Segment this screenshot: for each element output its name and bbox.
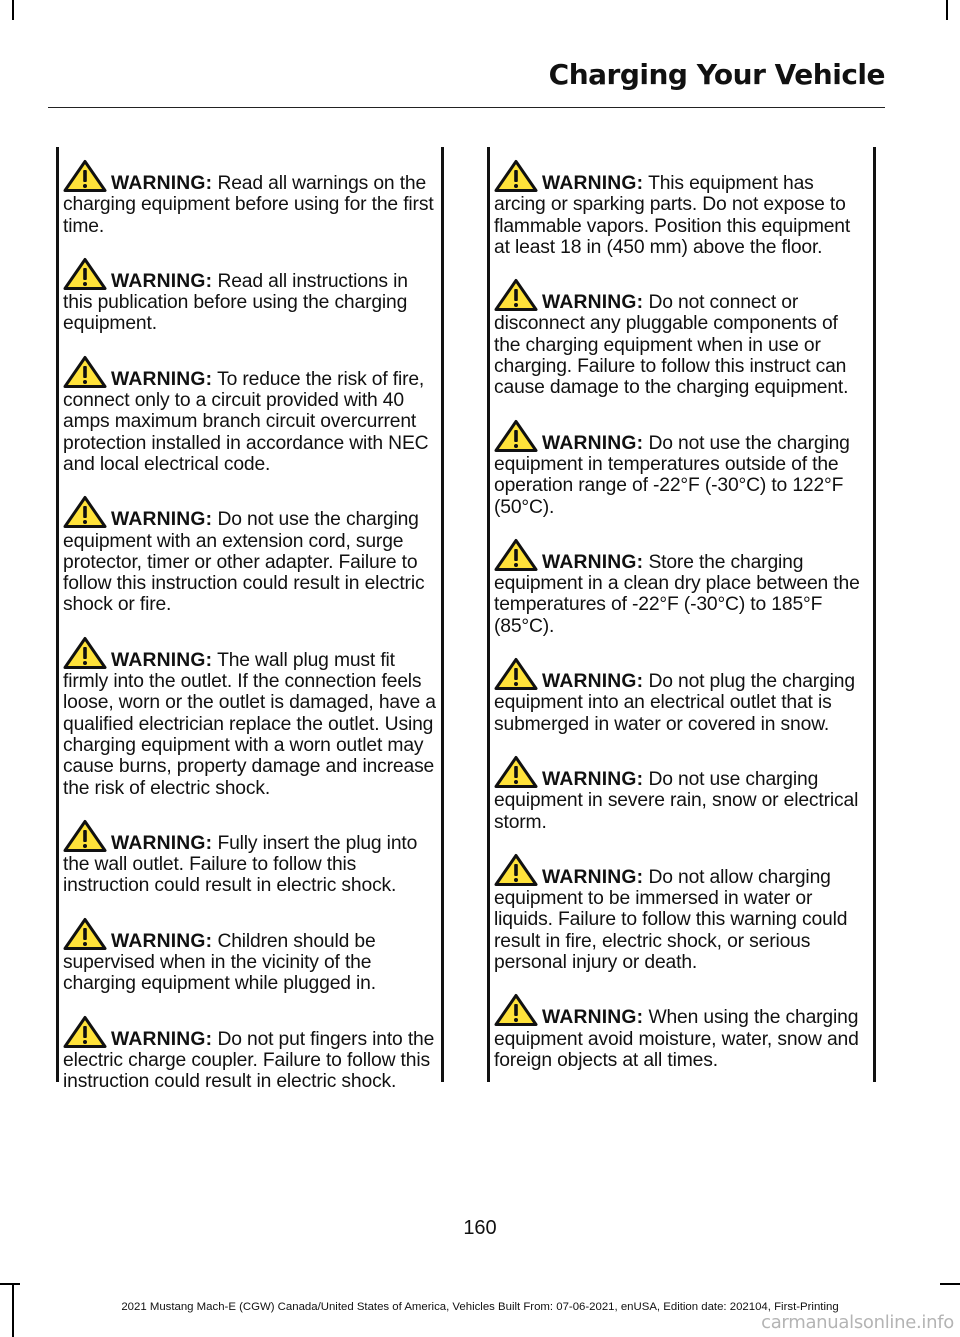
warning-item [494, 993, 869, 1071]
warning-item [63, 636, 437, 799]
page-title: Charging Your Vehicle [548, 58, 885, 91]
warning-label: WARNING: [111, 832, 213, 854]
warning-item [494, 853, 869, 973]
left-column-border-left [56, 147, 59, 1082]
crop-mark-top-left-v [12, 0, 14, 20]
warning-label: WARNING: [111, 173, 213, 194]
warning-item [63, 1015, 437, 1093]
watermark[interactable]: carmanualsonline.info [761, 1312, 954, 1333]
right-column-border-right [873, 147, 876, 1082]
crop-mark-bottom-right-h [940, 1283, 960, 1285]
warning-text: Do not plug the charging equipment into an electrical outlet that is submerged in water or covered in snow. [494, 671, 855, 735]
warning-label: WARNING: [542, 1007, 644, 1029]
warning-text: When using the charging equipment avoid moisture, water, snow and foreign objects at all times. [494, 1007, 859, 1071]
warning-triangle-icon [63, 495, 107, 529]
warning-label: WARNING: [542, 671, 644, 693]
warning-label: WARNING: [111, 649, 213, 671]
warning-item [494, 159, 869, 258]
right-warnings-list [494, 159, 869, 1091]
warning-text: Read all warnings on the charging equipment before using for the first time. [63, 173, 434, 237]
warning-text: This equipment has arcing or sparking parts. Do not expose to flammable vapors. Position this equipment at least 18 in (450 mm) above the floor. [494, 173, 851, 258]
warning-text: Children should be supervised when in the vicinity of the charging equipment while plugged in. [63, 930, 376, 995]
warning-text: Fully insert the plug into the wall outlet. Failure to follow this instruction could result in electric shock. [63, 832, 418, 897]
warning-item [63, 257, 437, 335]
warning-triangle-icon [63, 636, 107, 670]
warning-triangle-icon [494, 278, 538, 312]
warning-triangle-icon [494, 159, 538, 193]
warning-triangle-icon [494, 853, 538, 887]
warning-triangle-icon [494, 993, 538, 1027]
warning-label: WARNING: [542, 292, 644, 314]
warning-triangle-icon [494, 419, 538, 453]
warning-text: The wall plug must fit firmly into the outlet. If the connection feels loose, worn or the outlet is damaged, have a qualified electrician replace the outlet. Using charging equipment with a worn outlet may cause burns, property damage and increase the risk of electric shock. [63, 649, 436, 799]
warning-item [494, 657, 869, 735]
warning-triangle-icon [494, 657, 538, 691]
warning-triangle-icon [63, 159, 107, 193]
page-number: 160 [463, 1217, 497, 1239]
warning-text: Do not put fingers into the electric charge coupler. Failure to follow this instruction could result in electric shock. [63, 1028, 435, 1093]
crop-mark-top-right-v [946, 0, 948, 20]
warning-text: Store the charging equipment in a clean dry place between the temperatures of -22°F (-30°C) to 185°F (85°C). [494, 551, 860, 637]
warning-text: Do not use charging equipment in severe rain, snow or electrical storm. [494, 768, 859, 833]
right-column-border-left [487, 147, 490, 1082]
right-column [487, 147, 876, 1082]
warning-item [494, 755, 869, 833]
warning-item [63, 917, 437, 995]
warning-triangle-icon [494, 538, 538, 572]
title-divider [48, 107, 885, 108]
warning-label: WARNING: [542, 432, 644, 454]
warning-triangle-icon [63, 917, 107, 951]
warning-triangle-icon [63, 257, 107, 291]
warning-label: WARNING: [111, 368, 213, 390]
warning-item [494, 419, 869, 518]
warning-label: WARNING: [111, 930, 213, 952]
warning-label: WARNING: [111, 1028, 213, 1050]
left-column-border-right [441, 147, 444, 1082]
warning-text: Read all instructions in this publication before using the charging equipment. [63, 270, 408, 335]
warning-label: WARNING: [111, 509, 213, 531]
warning-triangle-icon [63, 819, 107, 853]
left-warnings-list [63, 159, 437, 1113]
left-column [56, 147, 444, 1093]
warning-triangle-icon [63, 355, 107, 389]
warning-item [494, 278, 869, 398]
warning-item [63, 355, 437, 475]
warning-label: WARNING: [542, 866, 644, 888]
warning-label: WARNING: [542, 551, 644, 573]
warning-label: WARNING: [542, 768, 644, 790]
crop-mark-bottom-left-h [0, 1283, 20, 1285]
warning-text: To reduce the risk of fire, connect only to a circuit provided with 40 amps maximum branch circuit overcurrent protection installed in accordance with NEC and local electrical code. [63, 368, 429, 475]
warning-item [63, 495, 437, 615]
warning-text: Do not use the charging equipment with an extension cord, surge protector, timer or other adapter. Failure to follow this instruction could result in electric shock or fire. [63, 509, 425, 616]
warning-text: Do not use the charging equipment in temperatures outside of the operation range of -22°F (-30°C) to 122°F (50°C). [494, 432, 850, 518]
warning-text: Do not connect or disconnect any pluggable components of the charging equipment when in use or charging. Failure to follow this instruct can cause damage to the charging equipment. [494, 292, 849, 399]
warning-item [63, 819, 437, 897]
warning-item [63, 159, 437, 237]
warning-label: WARNING: [542, 173, 644, 194]
warning-text: Do not allow charging equipment to be immersed in water or liquids. Failure to follow this warning could result in fire, electric shock, or serious personal injury or death. [494, 866, 848, 974]
warning-triangle-icon [63, 1015, 107, 1049]
warning-label: WARNING: [111, 270, 213, 292]
footer-edition-info: 2021 Mustang Mach-E (CGW) Canada/United States of America, Vehicles Built From: 07-06-2021, enUSA, Edition date: 202104, First-Printing [121, 1301, 839, 1313]
warning-item [494, 538, 869, 637]
warning-triangle-icon [494, 755, 538, 789]
